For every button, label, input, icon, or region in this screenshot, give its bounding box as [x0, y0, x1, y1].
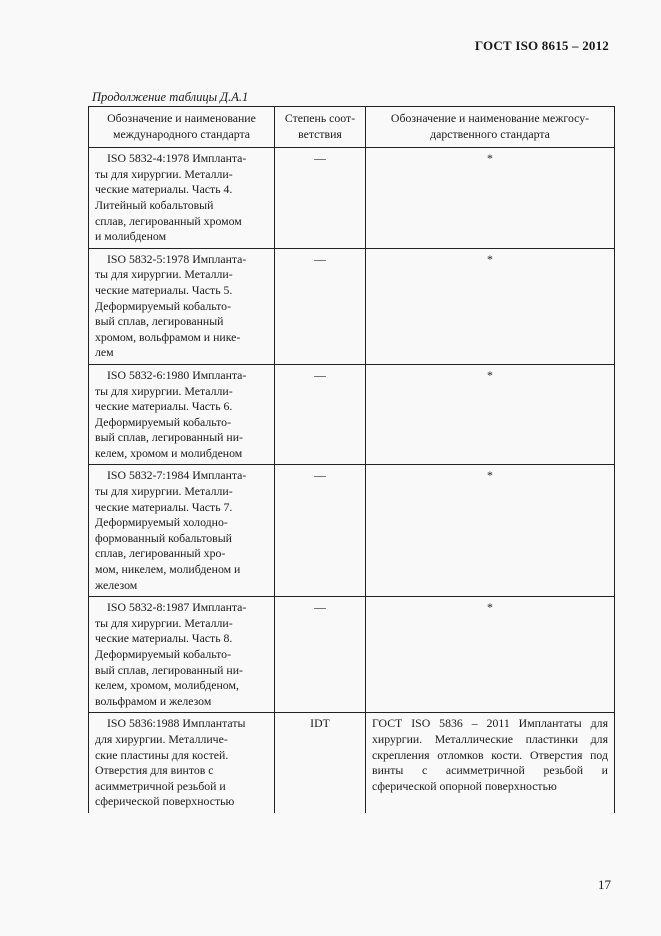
international-standard-cell: ISO 5832-5:1978 Имплантa- ты для хирургии. Металли- ческие материалы. Часть 5. Деформируемый кобальто- вый сплав, легированный хромом, вольфрамом и нике- лем [89, 248, 275, 364]
degree-cell: IDT [275, 713, 366, 813]
standards-table [88, 106, 615, 813]
international-standard-cell: ISO 5832-6:1980 Имплантa- ты для хирургии. Металли- ческие материалы. Часть 6. Деформируемый кобальто- вый сплав, легированный ни- келем, хромом и молибденом [89, 364, 275, 465]
table-row [89, 364, 615, 465]
table-row [89, 465, 615, 597]
degree-cell: — [275, 148, 366, 249]
table-header-row [89, 107, 615, 148]
international-standard-cell: ISO 5832-7:1984 Имплантa- ты для хирургии. Металли- ческие материалы. Часть 7. Деформируемый холодно- формованный кобальтовый сплав, легированный хро- мом, никелем, молибденом и железом [89, 465, 275, 597]
column-header-degree: Степень соответствия [275, 107, 366, 148]
interstate-standard-cell: * [366, 148, 615, 249]
international-standard-cell: ISO 5836:1988 Имплантаты для хирургии. Металличе- ские пластины для костей. Отверстия для винтов с асимметричной резьбой и сферической поверхностью [89, 713, 275, 813]
table-row [89, 248, 615, 364]
degree-cell: — [275, 364, 366, 465]
table-row [89, 713, 615, 813]
table-caption: Продолжение таблицы Д.А.1 [92, 90, 249, 104]
table-row [89, 148, 615, 249]
table-row [89, 597, 615, 713]
interstate-standard-cell: * [366, 597, 615, 713]
column-header-international: Обозначение и наименование международного стандарта [89, 107, 275, 148]
interstate-standard-cell: * [366, 248, 615, 364]
degree-cell: — [275, 465, 366, 597]
international-standard-cell: ISO 5832-8:1987 Имплантa- ты для хирургии. Металли- ческие материалы. Часть 8. Деформируемый кобальто- вый сплав, легированный ни- келем, хромом, молибденом, вольфрамом и железом [89, 597, 275, 713]
document-code: ГОСТ ISO 8615 – 2012 [474, 38, 609, 53]
interstate-standard-cell: * [366, 465, 615, 597]
interstate-standard-cell: * [366, 364, 615, 465]
page-number: 17 [598, 877, 611, 892]
international-standard-cell: ISO 5832-4:1978 Имплантa- ты для хирургии. Металли- ческие материалы. Часть 4. Литейный кобальтовый сплав, легированный хромом и молибденом [89, 148, 275, 249]
column-header-interstate: Обозначение и наименование межгосударственного стандарта [366, 107, 615, 148]
degree-cell: — [275, 597, 366, 713]
interstate-standard-cell: ГОСТ ISO 5836 – 2011 Имплантаты для хирургии. Металлические пластинки для скрепления отломков кости. Отверстия под винты с асимметричной резьбой и сферической опорной поверхностью [366, 713, 615, 813]
degree-cell: — [275, 248, 366, 364]
